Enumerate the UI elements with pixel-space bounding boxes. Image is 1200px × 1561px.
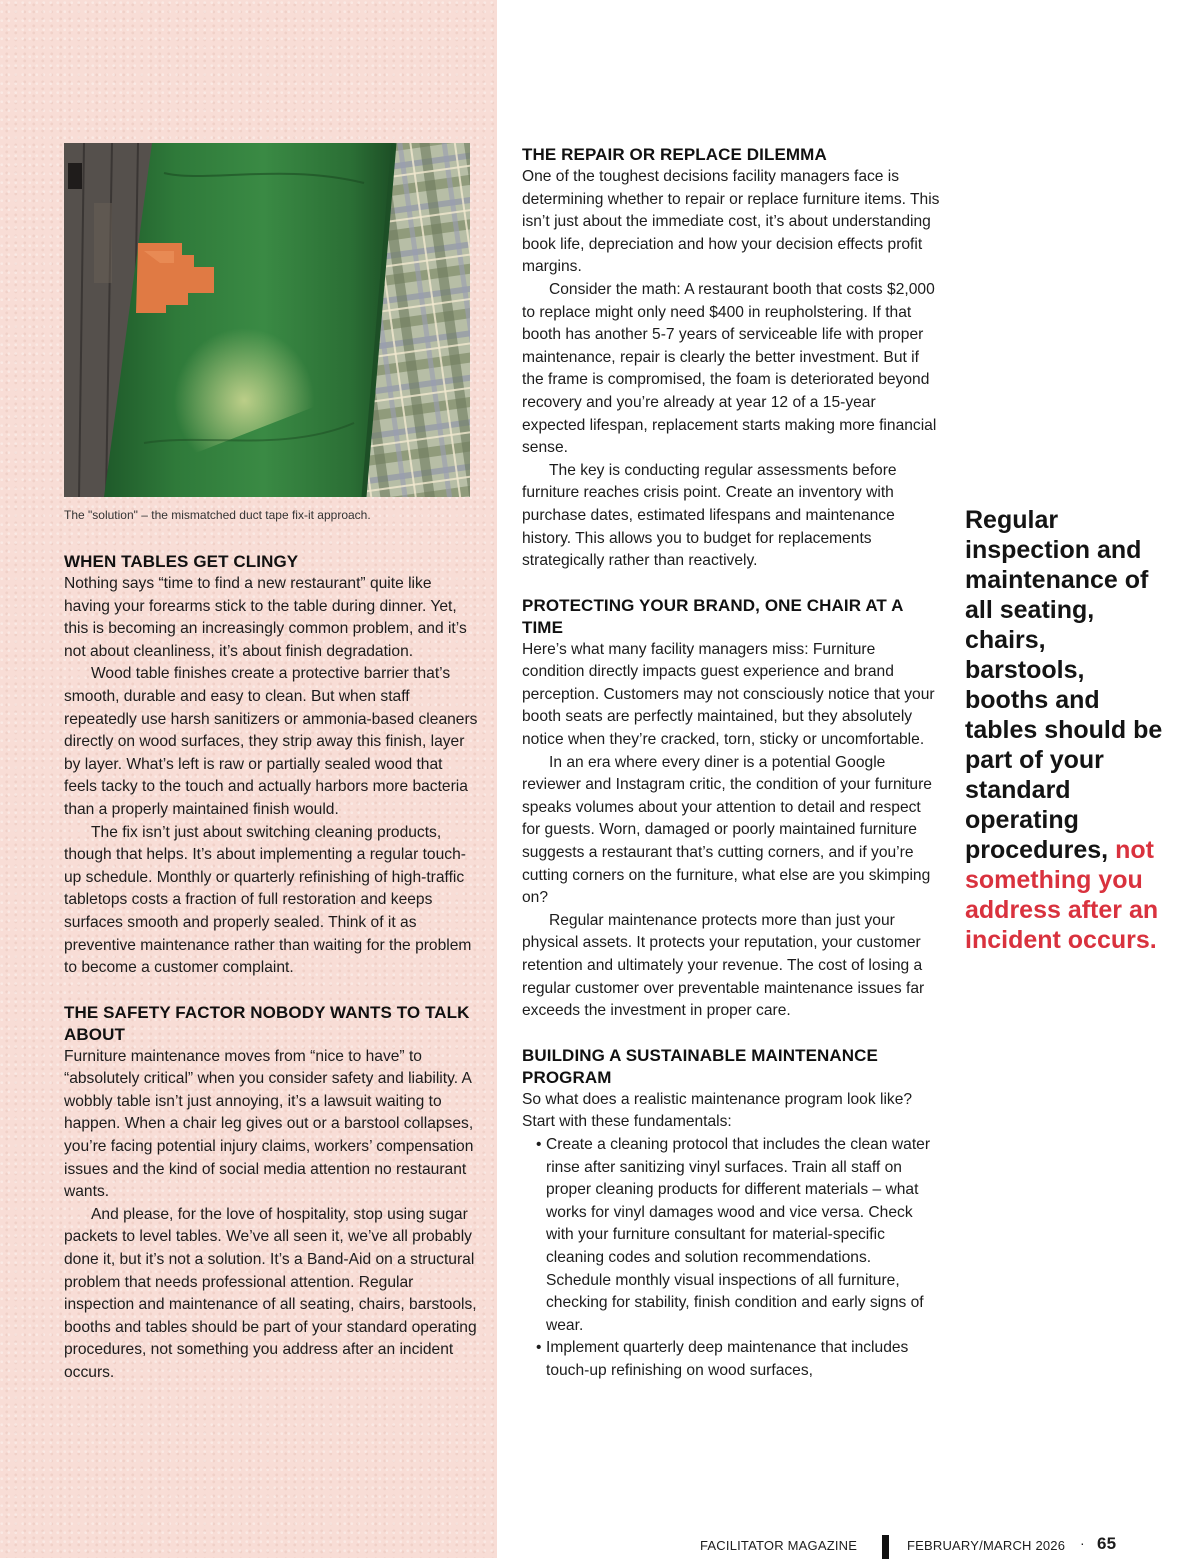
paragraph: The key is conducting regular assessments before furniture reaches crisis point. Create an inventory with purchase dates, estimated lifespans and maintenance history. This allows you to budget for replacements strategically rather than reactively. bbox=[522, 461, 897, 570]
footer-divider-bar bbox=[882, 1535, 889, 1559]
section-when-tables-get-clingy bbox=[64, 551, 479, 980]
paragraph: Here’s what many facility managers miss: Furniture condition directly impacts guest experience and brand perception. Customers may not consciously notice that your booth seats are perfectly maintained, but they absolutely notice when they’re cracked, torn, sticky or uncomfortable. bbox=[522, 640, 935, 749]
pull-quote-main: Regular inspection and maintenance of all seating, chairs, barstools, booths and tables should be part of your standard operating procedures, bbox=[965, 506, 1163, 864]
bullet-list bbox=[522, 1134, 940, 1383]
paragraph: One of the toughest decisions facility managers face is determining whether to repair or replace furniture items. This isn’t just about the immediate cost, it’s about understanding book life, depreciation and how your decision effects profit margins. bbox=[522, 168, 940, 276]
left-column bbox=[64, 551, 479, 1407]
paragraph: In an era where every diner is a potential Google reviewer and Instagram critic, the condition of your furniture speaks volumes about your attention to detail and respect for guests. Worn, damaged or poorly maintained furniture suggests a restaurant that’s cutting corners, and if you’re cutting corners on the furniture, what else are you skimping on? bbox=[522, 753, 932, 907]
list-item: • Implement quarterly deep maintenance that includes touch-up refinishing on wood surfaces, bbox=[522, 1337, 940, 1382]
section-building-program bbox=[522, 1045, 940, 1383]
page-number: 65 bbox=[1097, 1534, 1117, 1553]
section-heading: THE SAFETY FACTOR NOBODY WANTS TO TALK ABOUT bbox=[64, 1002, 470, 1044]
paragraph: Nothing says “time to find a new restaurant” quite like having your forearms stick to the table during dinner. Yet, this is becoming an increasingly common problem, and it’s not about cleanliness, it’s about finish degradation. bbox=[64, 575, 467, 660]
middle-column bbox=[522, 144, 940, 1405]
issue-date: FEBRUARY/MARCH 2026 bbox=[907, 1538, 1066, 1553]
pull-quote bbox=[965, 505, 1165, 955]
booth-photo bbox=[64, 143, 470, 497]
section-protecting-your-brand bbox=[522, 595, 940, 1023]
section-repair-or-replace bbox=[522, 144, 940, 573]
section-heading: PROTECTING YOUR BRAND, ONE CHAIR AT A TIME bbox=[522, 595, 903, 637]
paragraph: The fix isn’t just about switching cleaning products, though that helps. It’s about implementing a regular touch-up schedule. Monthly or quarterly refinishing of high-traffic tabletops costs a fraction of full restoration and keeps surfaces smooth and properly sealed. Think of it as preventive maintenance rather than waiting for the problem to become a customer complaint. bbox=[64, 823, 472, 977]
section-safety-factor bbox=[64, 1002, 479, 1385]
pull-quote-highlight: not something you address after an incident occurs. bbox=[965, 836, 1159, 954]
footer-separator: · bbox=[1080, 1535, 1085, 1551]
page-footer bbox=[700, 1535, 1120, 1561]
paragraph: Furniture maintenance moves from “nice to have” to “absolutely critical” when you consider safety and liability. A wobbly table isn’t just annoying, it’s a lawsuit waiting to happen. When a chair leg gives out or a barstool collapses, you’re facing potential injury claims, workers’ compensation issues and the kind of social media attention no restaurant wants. bbox=[64, 1047, 474, 1201]
paragraph: Wood table finishes create a protective barrier that’s smooth, durable and easy to clean. But when staff repeatedly use harsh sanitizers or ammonia-based cleaners directly on wood surfaces, they strip away this finish, layer by layer. What’s left is raw or partially sealed wood that feels tacky to the touch and actually harbors more bacteria than a properly maintained finish would. bbox=[64, 665, 478, 818]
section-heading: BUILDING A SUSTAINABLE MAINTENANCE PROGRAM bbox=[522, 1045, 878, 1087]
paragraph: And please, for the love of hospitality, stop using sugar packets to level tables. We’ve all seen it, we’ve all probably done it, but it’s not a solution. It’s a Band-Aid on a structural problem that needs professional attention. Regular inspection and maintenance of all seating, chairs, barstools, booths and tables should be part of your standard operating procedures, not something you address after an incident occurs. bbox=[64, 1205, 477, 1381]
photo-caption: The "solution" – the mismatched duct tape fix-it approach. bbox=[64, 508, 371, 522]
list-item: • Create a cleaning protocol that includes the clean water rinse after sanitizing vinyl surfaces. Train all staff on proper cleaning products for different materials – what works for vinyl damages wood and vice versa. Check with your furniture consultant for material-specific cleaning codes and solution recommendations. Schedule monthly visual inspections of all furniture, checking for stability, finish condition and early signs of wear. bbox=[522, 1134, 940, 1337]
magazine-name: FACILITATOR MAGAZINE bbox=[700, 1538, 858, 1553]
paragraph: Consider the math: A restaurant booth that costs $2,000 to replace might only need $400 in reupholstering. If that booth has another 5-7 years of serviceable life with proper maintenance, repair is clearly the better investment. But if the frame is compromised, the foam is deteriorated beyond recovery and you’re already at year 12 of a 15-year expected lifespan, replacement starts making more financial sense. bbox=[522, 280, 937, 457]
section-heading: WHEN TABLES GET CLINGY bbox=[64, 552, 299, 571]
paragraph: Regular maintenance protects more than just your physical assets. It protects your reputation, your customer retention and ultimately your revenue. The cost of losing a regular customer over preventable maintenance issues far exceeds the investment in proper care. bbox=[522, 911, 925, 1020]
section-heading: THE REPAIR OR REPLACE DILEMMA bbox=[522, 145, 827, 164]
paragraph: So what does a realistic maintenance program look like? Start with these fundamentals: bbox=[522, 1090, 913, 1131]
